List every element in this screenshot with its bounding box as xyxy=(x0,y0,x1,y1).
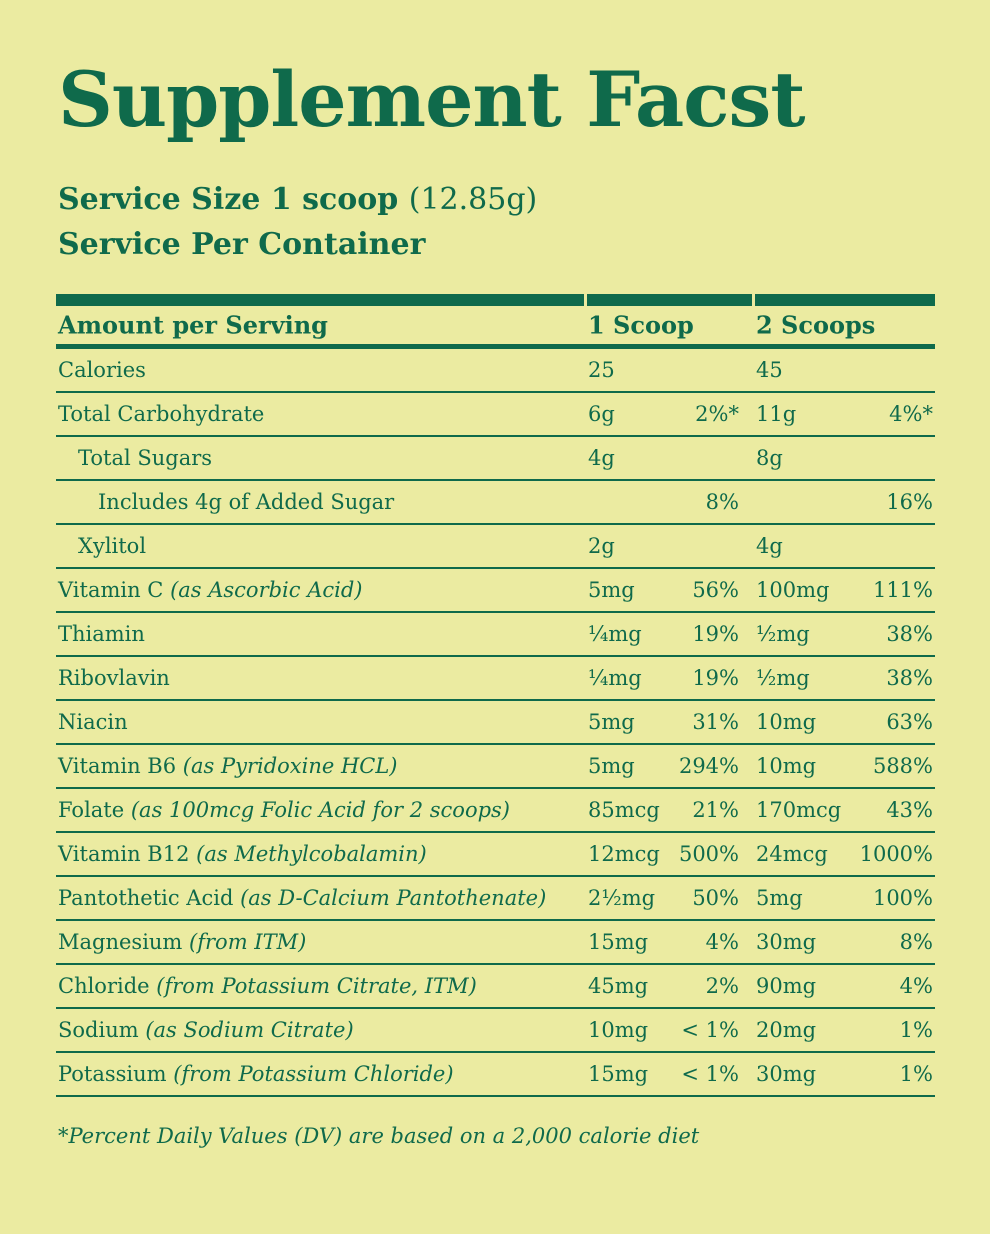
page-title: Supplement Facst xyxy=(58,55,805,144)
nutrient-label: Vitamin B12 xyxy=(58,842,190,866)
dv-two-scoops: 100% xyxy=(872,886,933,910)
header-amount-per-serving: Amount per Serving xyxy=(58,310,328,340)
table-row xyxy=(56,613,935,657)
nutrient-name xyxy=(58,578,363,602)
dv-one-scoop: 8% xyxy=(705,490,739,514)
footnote: *Percent Daily Values (DV) are based on a 2,000 calorie diet xyxy=(58,1124,700,1148)
nutrient-name xyxy=(58,710,128,734)
table-row xyxy=(56,437,935,481)
nutrient-name xyxy=(58,1018,354,1042)
serving-size xyxy=(58,180,958,220)
dv-one-scoop: 31% xyxy=(692,710,739,734)
table-row xyxy=(56,481,935,525)
table-header xyxy=(56,306,935,349)
amount-two-scoops: 10mg xyxy=(756,754,817,778)
table-row xyxy=(56,1009,935,1053)
nutrient-label: Thiamin xyxy=(58,622,145,646)
dv-two-scoops: 4% xyxy=(899,974,933,998)
nutrient-name xyxy=(58,622,145,646)
nutrient-name xyxy=(58,798,510,822)
dv-one-scoop: < 1% xyxy=(681,1062,739,1086)
header-one-scoop: 1 Scoop xyxy=(588,310,694,340)
dv-one-scoop: 2%* xyxy=(695,402,739,426)
nutrient-source-note: (from Potassium Chloride) xyxy=(173,1062,454,1086)
amount-one-scoop: 25 xyxy=(588,358,615,382)
dv-two-scoops: 16% xyxy=(886,490,933,514)
amount-two-scoops: 8g xyxy=(756,446,783,470)
dv-two-scoops: 43% xyxy=(886,798,933,822)
nutrient-label: Includes 4g of Added Sugar xyxy=(98,490,395,514)
nutrient-source-note: (as 100mcg Folic Acid for 2 scoops) xyxy=(130,798,510,822)
dv-two-scoops: 8% xyxy=(899,930,933,954)
dv-one-scoop: < 1% xyxy=(681,1018,739,1042)
table-row xyxy=(56,349,935,393)
table-row xyxy=(56,833,935,877)
dv-two-scoops: 1% xyxy=(899,1062,933,1086)
amount-two-scoops: 24mcg xyxy=(756,842,828,866)
amount-one-scoop: 5mg xyxy=(588,754,635,778)
nutrient-label: Xylitol xyxy=(78,534,147,558)
dv-one-scoop: 4% xyxy=(705,930,739,954)
column-divider xyxy=(584,294,587,306)
nutrient-name xyxy=(58,358,146,382)
nutrient-name xyxy=(58,886,546,910)
serving-size-label: Service Size 1 scoop xyxy=(58,182,399,217)
header-two-scoops: 2 Scoops xyxy=(756,310,876,340)
dv-two-scoops: 63% xyxy=(886,710,933,734)
amount-one-scoop: 2g xyxy=(588,534,615,558)
dv-one-scoop: 294% xyxy=(678,754,739,778)
table-row xyxy=(56,569,935,613)
nutrient-label: Chloride xyxy=(58,974,150,998)
amount-two-scoops: 30mg xyxy=(756,1062,817,1086)
table-row xyxy=(56,393,935,437)
table-row xyxy=(56,877,935,921)
amount-two-scoops: ½mg xyxy=(756,666,810,690)
nutrient-name xyxy=(58,974,477,998)
nutrient-name xyxy=(78,446,212,470)
nutrient-source-note: (from ITM) xyxy=(189,930,307,954)
amount-one-scoop: 45mg xyxy=(588,974,649,998)
dv-one-scoop: 500% xyxy=(678,842,739,866)
amount-one-scoop: 6g xyxy=(588,402,615,426)
nutrient-source-note: (as D-Calcium Pantothenate) xyxy=(240,886,547,910)
nutrient-label: Vitamin C xyxy=(58,578,164,602)
amount-one-scoop: 12mcg xyxy=(588,842,660,866)
table-row xyxy=(56,525,935,569)
nutrient-label: Folate xyxy=(58,798,125,822)
dv-one-scoop: 56% xyxy=(692,578,739,602)
amount-one-scoop: 2½mg xyxy=(588,886,656,910)
amount-two-scoops: 20mg xyxy=(756,1018,817,1042)
dv-two-scoops: 1000% xyxy=(859,842,933,866)
table-row xyxy=(56,965,935,1009)
top-rule xyxy=(56,294,935,306)
table-row xyxy=(56,789,935,833)
amount-two-scoops: 11g xyxy=(756,402,797,426)
nutrient-name xyxy=(58,754,398,778)
amount-two-scoops: 90mg xyxy=(756,974,817,998)
nutrient-source-note: (as Pyridoxine HCL) xyxy=(182,754,398,778)
nutrient-label: Niacin xyxy=(58,710,128,734)
amount-one-scoop: 85mcg xyxy=(588,798,660,822)
dv-two-scoops: 38% xyxy=(886,666,933,690)
table-row xyxy=(56,921,935,965)
amount-one-scoop: 10mg xyxy=(588,1018,649,1042)
nutrient-source-note: (as Ascorbic Acid) xyxy=(170,578,363,602)
dv-one-scoop: 50% xyxy=(692,886,739,910)
nutrient-source-note: (from Potassium Citrate, ITM) xyxy=(156,974,477,998)
nutrient-name xyxy=(98,490,394,514)
nutrient-name xyxy=(58,402,264,426)
amount-one-scoop: 4g xyxy=(588,446,615,470)
dv-two-scoops: 111% xyxy=(872,578,933,602)
column-divider xyxy=(752,294,755,306)
amount-two-scoops: 45 xyxy=(756,358,783,382)
serving-size-weight: (12.85g) xyxy=(408,182,538,217)
facts-table xyxy=(56,294,935,1097)
amount-two-scoops: 4g xyxy=(756,534,783,558)
table-row xyxy=(56,701,935,745)
amount-one-scoop: 5mg xyxy=(588,710,635,734)
table-body xyxy=(56,349,935,1097)
nutrient-name xyxy=(78,534,146,558)
amount-one-scoop: ¼mg xyxy=(588,622,642,646)
dv-two-scoops: 38% xyxy=(886,622,933,646)
nutrient-source-note: (as Sodium Citrate) xyxy=(145,1018,354,1042)
nutrient-name xyxy=(58,1062,454,1086)
servings-per-container: Service Per Container xyxy=(58,227,426,262)
nutrient-label: Ribovlavin xyxy=(58,666,170,690)
nutrient-name xyxy=(58,666,170,690)
amount-one-scoop: 15mg xyxy=(588,930,649,954)
dv-two-scoops: 588% xyxy=(872,754,933,778)
dv-one-scoop: 19% xyxy=(692,622,739,646)
amount-two-scoops: 30mg xyxy=(756,930,817,954)
amount-two-scoops: 5mg xyxy=(756,886,803,910)
nutrient-label: Total Sugars xyxy=(78,446,213,470)
nutrient-label: Sodium xyxy=(58,1018,139,1042)
amount-one-scoop: 15mg xyxy=(588,1062,649,1086)
nutrient-label: Vitamin B6 xyxy=(58,754,177,778)
nutrient-label: Calories xyxy=(58,358,146,382)
dv-one-scoop: 21% xyxy=(692,798,739,822)
amount-two-scoops: 170mcg xyxy=(756,798,842,822)
nutrient-name xyxy=(58,842,427,866)
dv-two-scoops: 4%* xyxy=(889,402,933,426)
nutrient-source-note: (as Methylcobalamin) xyxy=(196,842,427,866)
dv-two-scoops: 1% xyxy=(899,1018,933,1042)
table-row xyxy=(56,1053,935,1097)
dv-one-scoop: 19% xyxy=(692,666,739,690)
table-row xyxy=(56,657,935,701)
dv-one-scoop: 2% xyxy=(705,974,739,998)
nutrient-label: Magnesium xyxy=(58,930,183,954)
amount-two-scoops: 10mg xyxy=(756,710,817,734)
amount-one-scoop: ¼mg xyxy=(588,666,642,690)
amount-two-scoops: ½mg xyxy=(756,622,810,646)
nutrient-label: Total Carbohydrate xyxy=(58,402,265,426)
nutrient-label: Potassium xyxy=(58,1062,167,1086)
nutrient-name xyxy=(58,930,306,954)
amount-one-scoop: 5mg xyxy=(588,578,635,602)
amount-two-scoops: 100mg xyxy=(756,578,830,602)
table-row xyxy=(56,745,935,789)
nutrient-label: Pantothetic Acid xyxy=(58,886,234,910)
